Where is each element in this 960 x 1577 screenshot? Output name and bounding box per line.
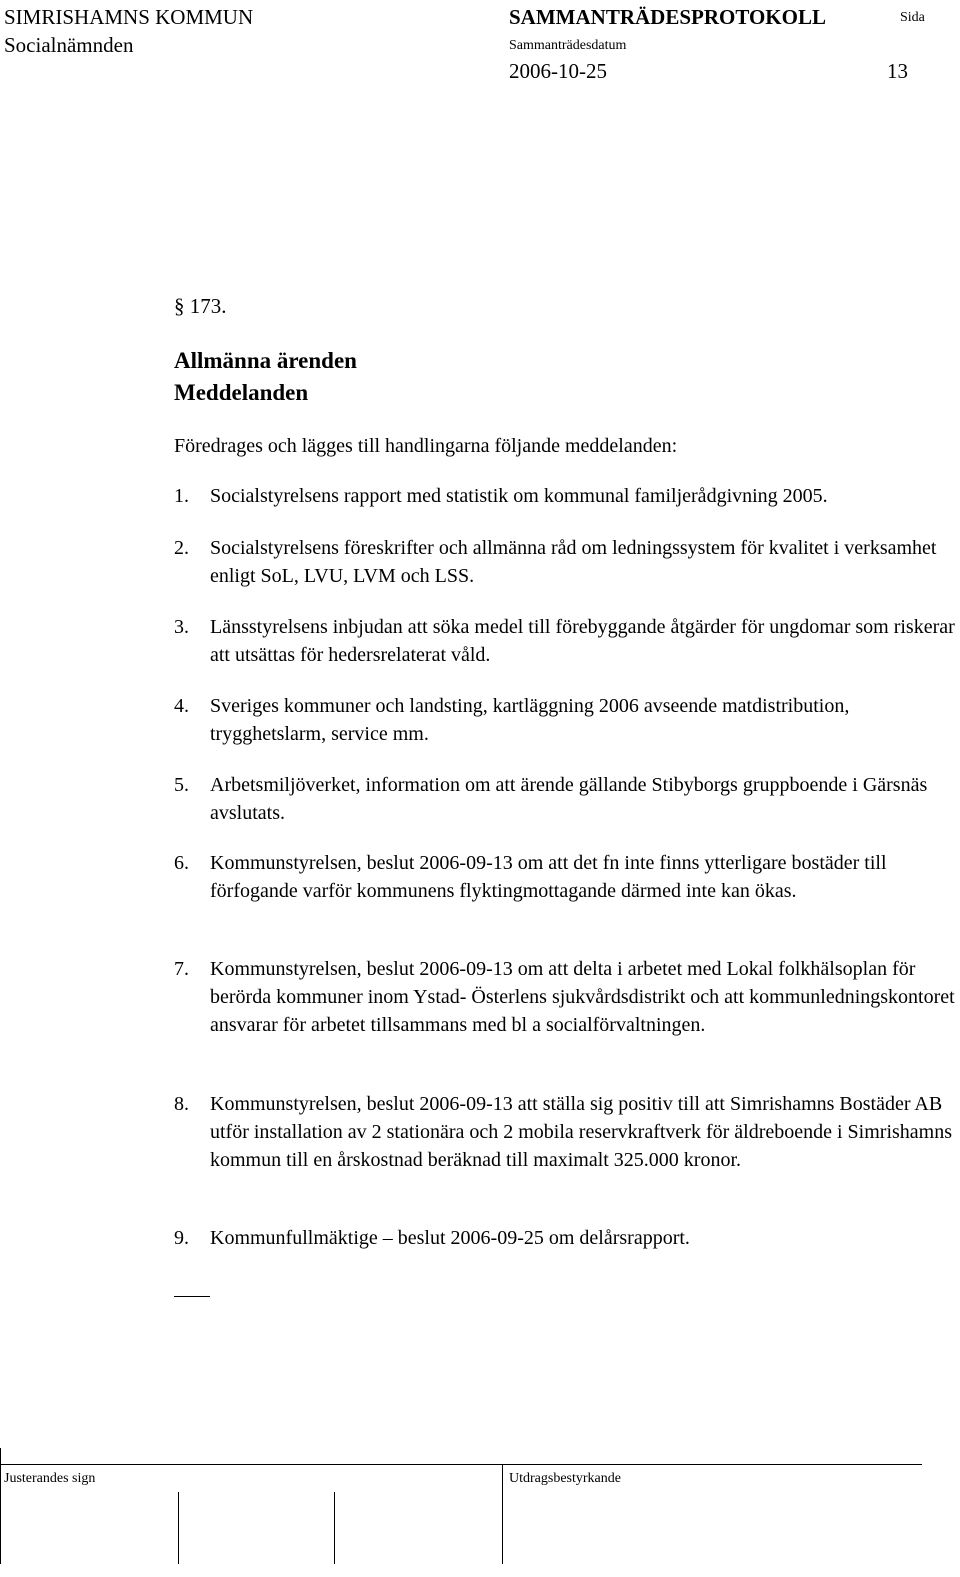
list-item-text: Kommunstyrelsen, beslut 2006-09-13 om att delta i arbetet med Lokal folkhälsoplan för berörda kommuner inom Ystad- Österlens sjukvårdsdistrikt och att kommunledningskontoret ansvarar för arbetet tillsammans med bl a socialförvaltningen. xyxy=(210,958,955,1036)
utdragsbestyrkande-label: Utdragsbestyrkande xyxy=(509,1471,621,1486)
list-item-number: 9. xyxy=(174,1227,189,1249)
signature-box-divider xyxy=(178,1492,179,1564)
list-item-text: Kommunfullmäktige – beslut 2006-09-25 om delårsrapport. xyxy=(210,1227,690,1249)
list-item-number: 7. xyxy=(174,958,189,980)
intro-text: Föredrages och lägges till handlingarna följande meddelanden: xyxy=(174,435,678,457)
list-item-number: 6. xyxy=(174,852,189,874)
section-mark: § 173. xyxy=(174,294,227,318)
list-item-number: 8. xyxy=(174,1093,189,1115)
footer-left-border xyxy=(0,1448,1,1564)
end-rule xyxy=(174,1296,210,1297)
page-label: Sida xyxy=(900,10,925,25)
list-item-text: Socialstyrelsens rapport med statistik om kommunal familjerådgivning 2005. xyxy=(210,485,828,507)
list-item-number: 1. xyxy=(174,485,189,507)
list-item-number: 2. xyxy=(174,537,189,559)
section-subheading: Meddelanden xyxy=(174,380,309,405)
list-item-text: Sveriges kommuner och landsting, kartläggning 2006 avseende matdistribution, trygghetslarm, service mm. xyxy=(210,695,850,745)
list-item-number: 5. xyxy=(174,774,189,796)
document-type: SAMMANTRÄDESPROTOKOLL xyxy=(509,5,826,29)
list-item-text: Arbetsmiljöverket, information om att ärende gällande Stibyborgs gruppboende i Gärsnäs avslutats. xyxy=(210,774,928,824)
meeting-date: 2006-10-25 xyxy=(509,59,607,83)
organization-name: SIMRISHAMNS KOMMUN xyxy=(4,5,254,29)
page-number: 13 xyxy=(887,59,908,83)
justerandes-sign-label: Justerandes sign xyxy=(4,1471,96,1486)
list-item-number: 3. xyxy=(174,616,189,638)
date-label: Sammanträdesdatum xyxy=(509,38,627,53)
department-name: Socialnämnden xyxy=(4,33,134,57)
list-item-number: 4. xyxy=(174,695,189,717)
section-heading: Allmänna ärenden xyxy=(174,348,357,373)
signature-box-divider xyxy=(502,1464,503,1564)
footer-divider xyxy=(0,1464,922,1465)
list-item-text: Socialstyrelsens föreskrifter och allmänna råd om ledningssystem för kvalitet i verksamhet enligt SoL, LVU, LVM och LSS. xyxy=(210,537,937,587)
list-item-text: Länsstyrelsens inbjudan att söka medel till förebyggande åtgärder för ungdomar som riskerar att utsättas för hedersrelaterat våld. xyxy=(210,616,955,666)
list-item-text: Kommunstyrelsen, beslut 2006-09-13 om att det fn inte finns ytterligare bostäder till förfogande varför kommunens flyktingmottagande därmed inte kan ökas. xyxy=(210,852,887,902)
list-item-text: Kommunstyrelsen, beslut 2006-09-13 att ställa sig positiv till att Simrishamns Bostäder AB utför installation av 2 stationära och 2 mobila reservkraftverk för äldreboende i Simrishamns kommun till en årskostnad beräknad till maximalt 325.000 kronor. xyxy=(210,1093,953,1171)
signature-box-divider xyxy=(334,1492,335,1564)
